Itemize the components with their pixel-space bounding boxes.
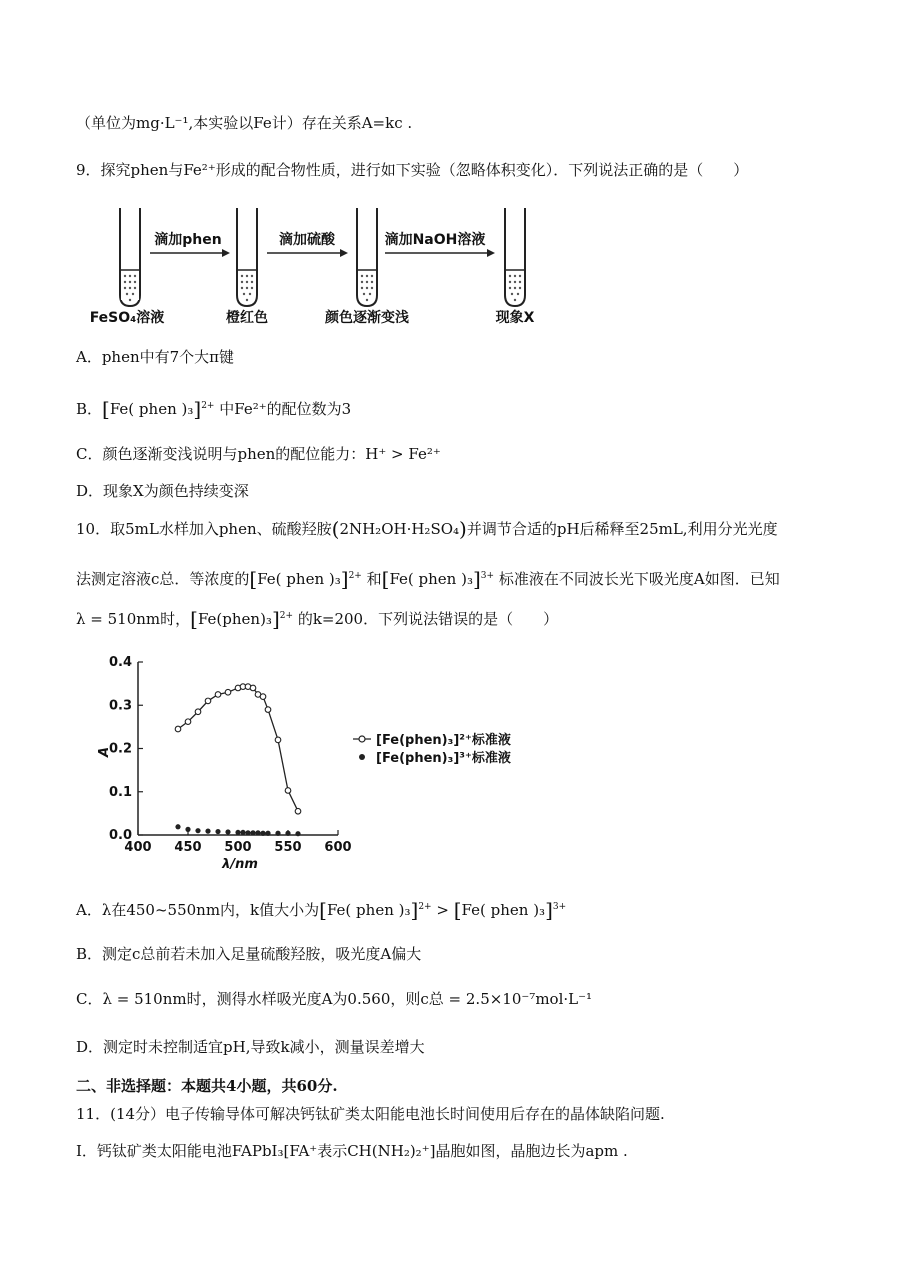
option-text: 中Fe²⁺的配位数为3: [219, 400, 352, 418]
bracket-open: [: [190, 607, 198, 631]
complex-2: Fe( phen )₃: [389, 570, 473, 588]
bracket-close: ]: [271, 607, 280, 631]
arrow-1: [150, 249, 230, 257]
series-1-point: [195, 709, 201, 715]
question-9-option-a: A．phen中有7个大π键: [76, 348, 235, 366]
question-10-option-a: [76, 897, 566, 920]
tube-2-label: 橙红色: [226, 310, 268, 326]
question-10-line-3: [76, 606, 558, 629]
x-tick-label: 400: [124, 840, 152, 855]
x-tick-label: 500: [224, 840, 252, 855]
experiment-diagram: [85, 200, 565, 330]
y-tick-label: 0.2: [108, 741, 132, 757]
bracket-open-2: [: [453, 898, 462, 922]
complex-charge: 2+: [201, 401, 215, 411]
series-1-point: [185, 719, 191, 725]
legend-series-1-label: [Fe(phen)₃]²⁺标准液: [376, 733, 511, 748]
series-2-point: [260, 831, 265, 836]
complex-2: Fe( phen )₃: [461, 901, 546, 919]
q10-l2-and: 和: [366, 570, 382, 588]
tube-4-label: 现象X: [495, 310, 535, 326]
q10a-text: A．λ在450~550nm内，k值大小为: [76, 901, 320, 919]
step-2-label: 滴加硫酸: [279, 232, 335, 248]
bracket-open: [: [319, 898, 327, 922]
series-1-point: [260, 694, 266, 700]
series-1-point: [205, 698, 211, 704]
bracket-close: ]: [193, 397, 202, 421]
question-11-part-i: Ⅰ．钙钛矿类太阳能电池FAPbI₃[FA⁺表示CH(NH₂)₂⁺]晶胞如图，晶胞边长为apm .: [76, 1142, 628, 1160]
test-tube-1: [120, 208, 140, 306]
charge-2: 3+: [480, 571, 495, 581]
test-tube-2: [237, 208, 257, 306]
bracket-close: ]: [410, 898, 419, 922]
y-tick-label: 0.4: [108, 655, 132, 670]
unit-note: （单位为mg·L⁻¹,本实验以Fe计）存在关系A=kc .: [76, 114, 413, 132]
series-1-point: [250, 685, 256, 691]
series-1-point: [265, 707, 271, 713]
chart-legend: [353, 732, 511, 766]
x-tick-label: 600: [324, 840, 352, 855]
chart-series: [175, 684, 301, 836]
test-tube-3: [357, 208, 377, 306]
charge-2: 3+: [552, 902, 567, 912]
section-heading: 二、非选择题：本题共4小题，共60分.: [76, 1077, 338, 1095]
bracket-open-2: [: [381, 567, 390, 591]
question-10-option-b: B．测定c总前若未加入足量硫酸羟胺，吸光度A偏大: [76, 945, 422, 963]
q10-l2-b: 标准液在不同波长光下吸光度A如图．已知: [498, 570, 780, 588]
series-2-point: [185, 827, 190, 832]
series-2-point: [285, 831, 290, 836]
question-9-option-d: D．现象X为颜色持续变深: [76, 482, 249, 500]
series-2-point: [295, 831, 300, 836]
series-2-point: [175, 824, 180, 829]
tube-3-label: 颜色逐渐变浅: [325, 310, 409, 326]
complex-formula: Fe( phen )₃: [109, 400, 194, 418]
q10-l2-a: 法测定溶液c总．等浓度的: [76, 570, 250, 588]
x-tick-label: 550: [274, 840, 302, 855]
series-2-point: [255, 830, 260, 835]
series-1-point: [225, 689, 231, 695]
x-tick-label: 450: [174, 840, 202, 855]
y-axis-label: A: [97, 746, 112, 758]
option-label: B．: [76, 400, 103, 418]
question-9-option-b: [76, 396, 351, 419]
series-1-point: [285, 788, 291, 794]
q10-text-b: 并调节合适的pH后稀释至25mL,利用分光光度: [466, 520, 778, 538]
complex-1: Fe( phen )₃: [326, 901, 411, 919]
series-2-point: [195, 828, 200, 833]
question-10-option-c: C．λ = 510nm时，测得水样吸光度A为0.560，则c总 = 2.5×10⁻⁷mol·L⁻¹: [76, 990, 593, 1008]
series-1-point: [295, 808, 301, 814]
question-11-stem: 11．(14分）电子传输导体可解决钙钛矿类太阳能电池长时间使用后存在的晶体缺陷问题.: [76, 1105, 665, 1123]
series-2-point: [250, 830, 255, 835]
legend-series-2-marker: [359, 754, 365, 760]
series-1-point: [215, 692, 221, 698]
absorbance-chart: [97, 650, 560, 880]
question-10-option-d: D．测定时未控制适宜pH,导致k减小，测量误差增大: [76, 1038, 425, 1056]
test-tube-4: [505, 208, 525, 306]
arrow-2: [267, 249, 348, 257]
step-1-label: 滴加phen: [154, 232, 222, 248]
charge: 2+: [279, 611, 294, 621]
series-2-point: [225, 829, 230, 834]
series-2-point: [235, 830, 240, 835]
greater-than: >: [436, 901, 449, 919]
complex-1: Fe( phen )₃: [257, 570, 341, 588]
series-1-line: [178, 687, 298, 812]
series-2-point: [265, 831, 270, 836]
series-2-point: [205, 829, 210, 834]
tube-1-label: FeSO₄溶液: [89, 310, 165, 326]
series-2-point: [215, 829, 220, 834]
q10-text-a: 10．取5mL水样加入phen、硫酸羟胺: [76, 520, 332, 538]
bracket-open: [: [249, 567, 258, 591]
arrow-3: [385, 249, 495, 257]
question-9-stem: 9．探究phen与Fe²⁺形成的配合物性质，进行如下实验（忽略体积变化）．下列说法正确的是（ ）: [76, 161, 749, 179]
paren-open: (: [331, 517, 340, 541]
question-9-option-c: C．颜色逐渐变浅说明与phen的配位能力：H⁺ > Fe²⁺: [76, 445, 441, 463]
charge-1: 2+: [418, 902, 432, 912]
bracket-close-2: ]: [545, 898, 553, 922]
series-1-point: [275, 737, 281, 743]
charge-1: 2+: [348, 571, 362, 581]
bracket-close-2: ]: [472, 567, 481, 591]
y-tick-label: 0.3: [108, 698, 132, 714]
bracket-close: ]: [340, 567, 349, 591]
legend-series-1-marker: [353, 736, 371, 742]
q10-formula: 2NH₂OH·H₂SO₄: [339, 520, 460, 538]
x-axis-label: λ/nm: [222, 857, 258, 872]
legend-series-2-label: [Fe(phen)₃]³⁺标准液: [376, 751, 511, 766]
y-tick-label: 0.1: [108, 784, 132, 800]
question-10-line-2: [76, 566, 780, 589]
bracket-open: [: [102, 397, 110, 421]
series-1-point: [175, 726, 181, 732]
step-3-label: 滴加NaOH溶液: [384, 232, 486, 248]
q10-l3-a: λ = 510nm时，: [76, 610, 191, 628]
q10-l3-b: 的k=200．下列说法错误的是（ ）: [297, 610, 559, 628]
series-2-point: [240, 830, 245, 835]
complex: Fe(phen)₃: [197, 610, 272, 628]
paren-close: ): [459, 517, 467, 541]
series-2-point: [245, 830, 250, 835]
series-2-point: [275, 831, 280, 836]
y-tick-label: 0.0: [108, 828, 132, 843]
question-10-line-1: [76, 519, 778, 539]
chart-ticks: [109, 655, 352, 855]
